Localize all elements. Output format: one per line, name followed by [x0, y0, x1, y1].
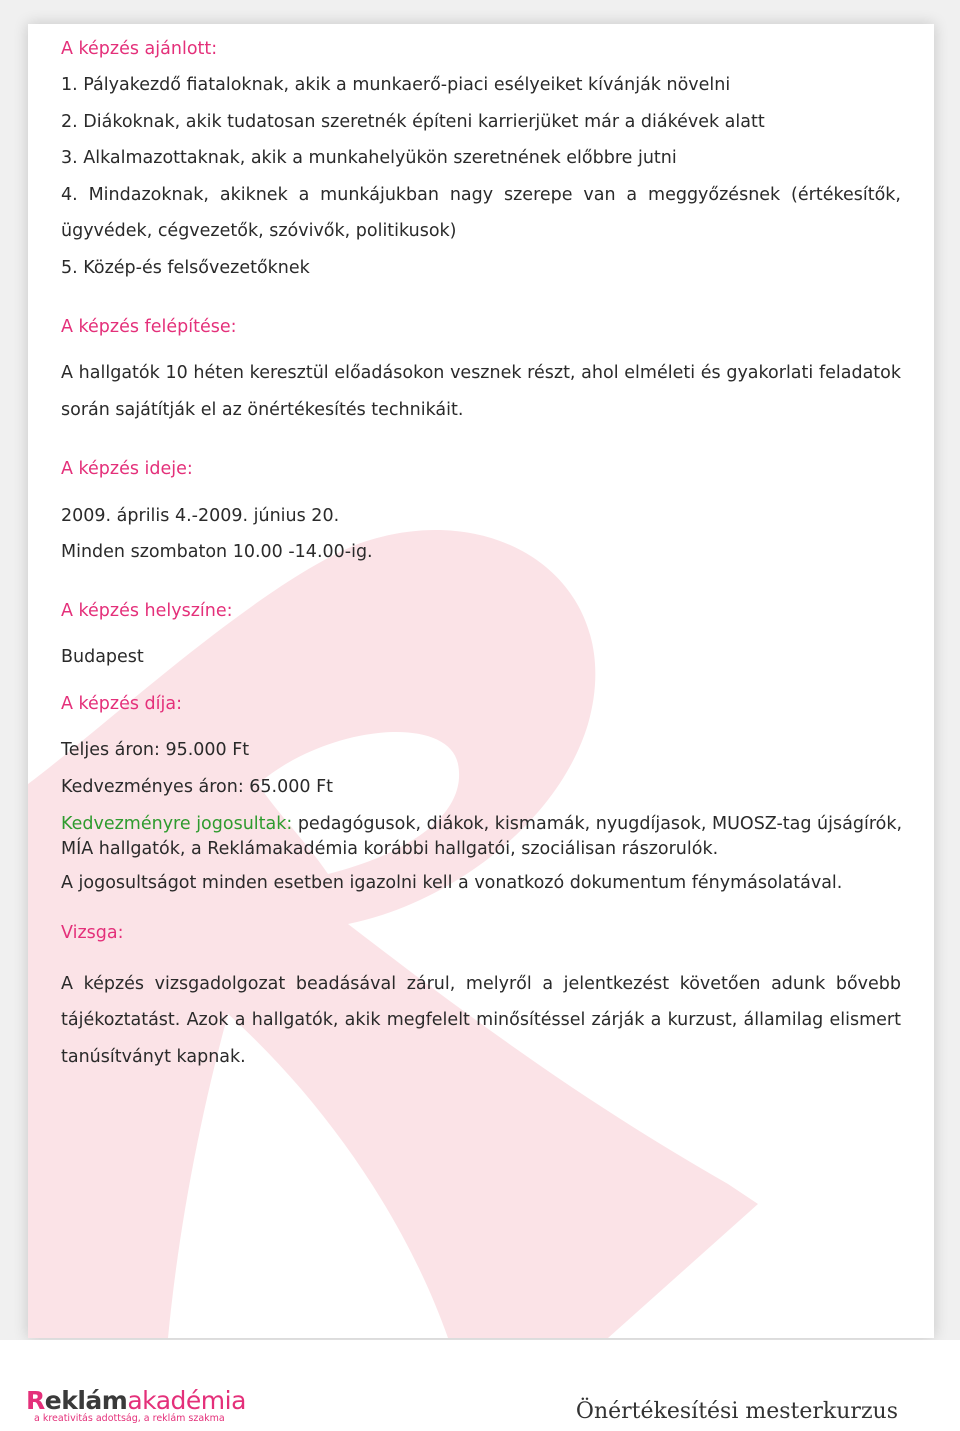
audience-heading: A képzés ajánlott: — [61, 39, 218, 59]
proof-note: A jogosultságot minden esetben igazolni kell a vonatkozó dokumentum fénymásolatával. — [61, 873, 843, 893]
eligible-label: Kedvezményre jogosultak: — [61, 814, 293, 834]
audience-item-4: 4. Mindazoknak, akiknek a munkájukban nagy szerepe van a meggyőzésnek (értékesítők, — [61, 185, 901, 205]
exam-line-3: tanúsítványt kapnak. — [61, 1047, 246, 1067]
eligible-text-1: pedagógusok, diákok, kismamák, nyugdíjasok, MUOSZ-tag újságírók, — [292, 814, 903, 834]
reklamakademia-logo — [26, 1386, 246, 1424]
audience-item-4-cont: ügyvédek, cégvezetők, szóvivők, politikusok) — [61, 221, 457, 241]
exam-line-1: A képzés vizsgadolgozat beadásával zárul, melyről a jelentkezést követően adunk bővebb — [61, 974, 901, 994]
document-page — [28, 24, 934, 1338]
logo-reklam: eklám — [44, 1386, 128, 1415]
location-heading: A képzés helyszíne: — [61, 601, 233, 621]
audience-item-5: 5. Közép-és felsővezetőknek — [61, 258, 310, 278]
structure-line-1: A hallgatók 10 héten keresztül előadásokon vesznek részt, ahol elméleti és gyakorlati feladatok — [61, 363, 901, 383]
audience-item-2: 2. Diákoknak, akik tudatosan szeretnék építeni karrierjüket már a diákévek alatt — [61, 112, 765, 132]
time-dates: 2009. április 4.-2009. június 20. — [61, 506, 340, 526]
structure-heading: A képzés felépítése: — [61, 317, 237, 337]
time-heading: A képzés ideje: — [61, 459, 193, 479]
fee-full: Teljes áron: 95.000 Ft — [61, 740, 250, 760]
logo-wordmark — [26, 1386, 246, 1415]
logo-r: R — [26, 1386, 45, 1415]
audience-item-1: 1. Pályakezdő fiataloknak, akik a munkaerő-piaci esélyeiket kívánják növelni — [61, 75, 731, 95]
structure-line-2: során sajátítják el az önértékesítés technikáit. — [61, 400, 464, 420]
eligible-line-2: MÍA hallgatók, a Reklámakadémia korábbi hallgatói, szociálisan rászorulók. — [61, 839, 719, 859]
location-value: Budapest — [61, 647, 144, 667]
fee-discount: Kedvezményes áron: 65.000 Ft — [61, 777, 334, 797]
logo-akademia: akadémia — [127, 1386, 246, 1415]
fee-heading: A képzés díja: — [61, 694, 183, 714]
course-title: Önértékesítési mesterkurzus — [575, 1399, 898, 1424]
logo-tagline: a kreativitás adottság, a reklám szakma — [34, 1413, 225, 1424]
exam-line-2: tájékoztatást. Azok a hallgatók, akik megfelelt minősítéssel zárják a kurzust, államilag elismert — [61, 1010, 901, 1030]
audience-item-3: 3. Alkalmazottaknak, akik a munkahelyükön szeretnének előbbre jutni — [61, 148, 677, 168]
eligible-line-1 — [61, 814, 901, 834]
exam-heading: Vizsga: — [61, 923, 124, 943]
time-hours: Minden szombaton 10.00 -14.00-ig. — [61, 542, 373, 562]
